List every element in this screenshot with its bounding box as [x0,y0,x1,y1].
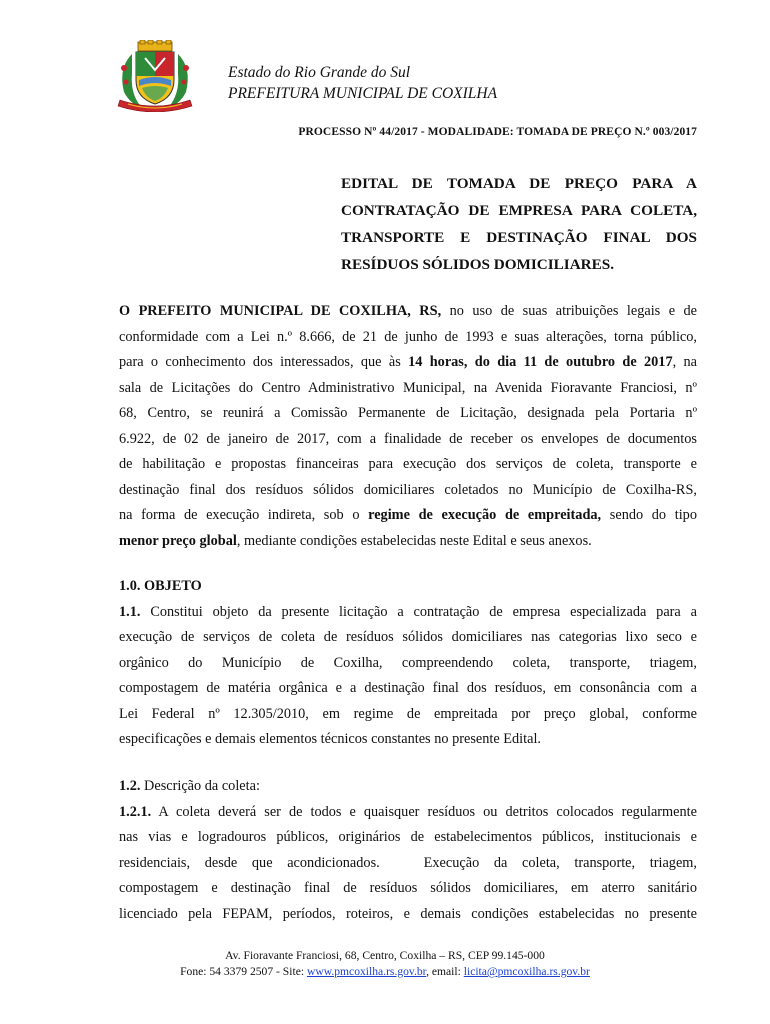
text-line: menor preço global, mediante condições estabelecidas neste Edital e seus anexos. [119,532,592,549]
letterhead [228,62,497,104]
bold-text: 14 horas, do dia 11 de outubro de 2017 [408,354,673,370]
process-number: PROCESSO Nº 44/2017 - MODALIDADE: TOMADA DE PREÇO N.º 003/2017 [298,126,697,138]
site-link[interactable]: www.pmcoxilha.rs.gov.br [306,965,427,978]
letterhead-municipality: PREFEITURA MUNICIPAL DE COXILHA [228,85,498,102]
title-line: RESÍDUOS SÓLIDOS DOMICILIARES. [341,256,615,273]
footer-address: Av. Fioravante Franciosi, 68, Centro, Coxilha – RS, CEP 99.145-000 [225,949,545,962]
text-line: O PREFEITO MUNICIPAL DE COXILHA, RS, no uso de suas atribuições legais e de [119,303,697,319]
title-line: CONTRATAÇÃO DE EMPRESA PARA COLETA, [341,202,697,219]
text-line: nas vias e logradouros públicos, originários de estabelecimentos públicos, institucionais e [119,829,697,845]
bold-text: regime de execução de empreitada, [368,507,602,523]
text-line: residenciais, desde que acondicionados. Execução da coleta, transporte, triagem, [119,854,697,871]
text-line: na forma de execução indireta, sob o regime de execução de empreitada, sendo do tipo [119,507,697,523]
text-line: conformidade com a Lei n.º 8.666, de 21 de junho de 1993 e suas alterações, torna público, [119,328,697,345]
page-footer [0,948,770,980]
clause-number: 1.1. [119,603,141,620]
text-line: Lei Federal nº 12.305/2010, em regime de empreitada por preço global, conforme [119,705,697,722]
text-line: 1.2.1. A coleta deverá ser de todos e quaisquer resíduos ou detritos colocados regularmente [119,803,697,820]
section-heading: 1.0. OBJETO [119,578,202,594]
title-line: TRANSPORTE E DESTINAÇÃO FINAL DOS [341,229,697,246]
edital-title [341,170,697,278]
text-line: para o conhecimento dos interessados, que às 14 horas, do dia 11 de outubro de 2017, na [119,354,697,370]
text-line: 1.2. Descrição da coleta: [119,778,260,794]
text-line: compostagem de matéria orgânica e a destinação final dos resíduos, em consonância com a [119,680,697,696]
bold-text: menor preço global [119,532,237,549]
intro-paragraph [119,299,697,554]
text-line: orgânico do Município de Coxilha, compreendendo coleta, transporte, triagem, [119,654,697,671]
clause-number: 1.2. [119,778,141,794]
letterhead-state: Estado do Rio Grande do Sul [228,64,411,81]
municipal-coat-of-arms-icon [112,40,198,112]
text-line: 1.1. Constitui objeto da presente licitação a contratação de empresa especializada para a [119,603,697,620]
text-line: especificações e demais elementos técnicos constantes no presente Edital. [119,731,541,747]
text-line: 6.922, de 02 de janeiro de 2017, com a finalidade de receber os envelopes de documentos [119,430,697,447]
email-link[interactable]: licita@pmcoxilha.rs.gov.br [463,965,590,978]
section-descricao [119,774,697,927]
text-line: licenciado pela FEPAM, períodos, roteiros, e demais condições estabelecidas no presente [119,905,697,922]
text-line: de habilitação e propostas financeiras para execução dos serviços de coleta, transporte e [119,456,697,472]
text-line: execução de serviços de coleta de resíduos sólidos domiciliares nas categorias lixo seco e [119,629,697,645]
footer-contact: Fone: 54 3379 2507 - Site: www.pmcoxilha.rs.gov.br, email: licita@pmcoxilha.rs.gov.br [180,965,590,978]
text-line: compostagem e destinação final de resíduos sólidos domiciliares, em aterro sanitário [119,880,697,896]
text-line: destinação final dos resíduos sólidos domiciliares coletados no Município de Coxilha-RS, [119,481,697,498]
title-line: EDITAL DE TOMADA DE PREÇO PARA A [341,175,697,192]
text-line: sala de Licitações do Centro Administrativo Municipal, na Avenida Fioravante Franciosi, nº [119,379,697,396]
clause-number: 1.2.1. [119,803,152,820]
section-objeto [119,574,697,753]
text-line: 68, Centro, se reunirá a Comissão Permanente de Licitação, designada pela Portaria nº [119,405,697,421]
bold-text: O PREFEITO MUNICIPAL DE COXILHA, RS, [119,303,442,319]
